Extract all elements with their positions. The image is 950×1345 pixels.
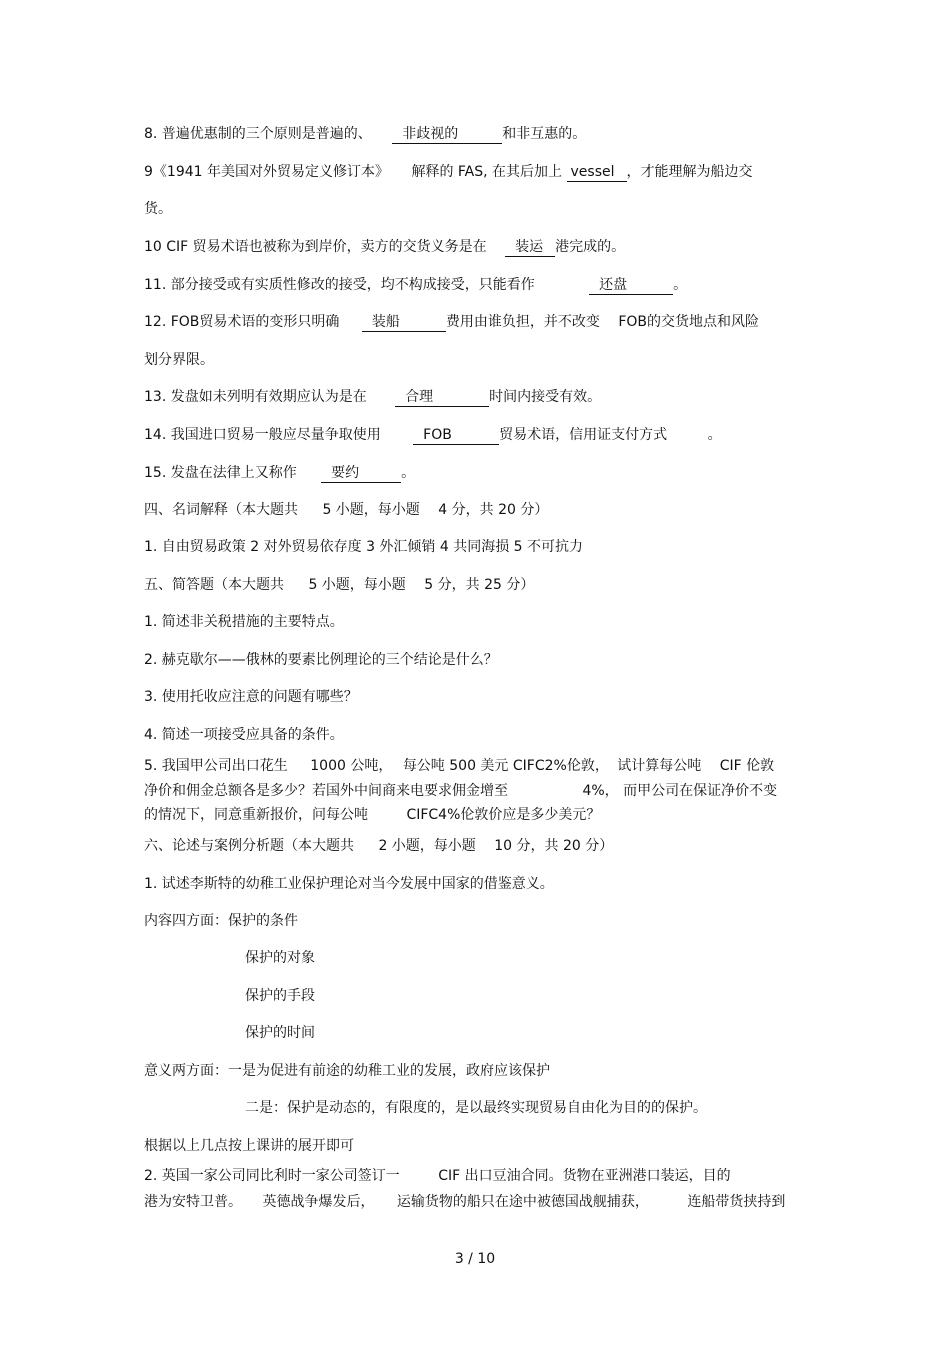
answer-note: 根据以上几点按上课讲的展开即可	[144, 1138, 354, 1154]
answer-blank: vessel	[567, 164, 627, 182]
page-number: 3 / 10	[454, 1251, 496, 1267]
question-9: 9《1941 年美国对外贸易定义修订本》 解释的 FAS, 在其后加上 vessel ，才能理解为船边交	[144, 164, 753, 180]
section-5-question-5-line-1: 5. 我国甲公司出口花生 1000 公吨， 每公吨 500 美元 CIFC2%伦敦， 试计算每公吨 CIF 伦敦	[144, 758, 775, 774]
section-5-question-3: 3. 使用托收应注意的问题有哪些？	[144, 689, 358, 705]
question-15: 15. 发盘在法律上又称作 要约 。	[144, 465, 416, 481]
section-5-question-4: 4. 简述一项接受应具备的条件。	[144, 727, 344, 743]
question-13: 13. 发盘如未列明有效期应认为是在 合理 时间内接受有效。	[144, 389, 602, 405]
answer-blank: 非歧视的	[392, 126, 502, 144]
section-6-question-1: 1. 试述李斯特的幼稚工业保护理论对当今发展中国家的借鉴意义。	[144, 876, 554, 892]
answer-blank: 合理	[395, 389, 489, 407]
answer-content-2: 保护的对象	[245, 950, 315, 966]
question-14: 14. 我国进口贸易一般应尽量争取使用 FOB 贸易术语，信用证支付方式 。	[144, 427, 722, 443]
question-12: 12. FOB贸易术语的变形只明确 装船 费用由谁负担，并不改变 FOB的交货地点和风险	[144, 314, 759, 330]
section-6-question-2-line-2: 港为安特卫普。 英德战争爆发后， 运输货物的船只在途中被德国战舰捕获， 连船带货挟持到	[144, 1194, 786, 1210]
answer-blank: 装船	[362, 314, 446, 332]
section-5-question-5-line-2: 净价和佣金总额各是多少？若国外中间商来电要求佣金增至 4%， 而甲公司在保证净价不变	[144, 783, 778, 799]
answer-meaning-1: 意义两方面：一是为促进有前途的幼稚工业的发展，政府应该保护	[144, 1063, 550, 1079]
answer-blank: 要约	[321, 465, 401, 483]
section-5-question-1: 1. 简述非关税措施的主要特点。	[144, 614, 344, 630]
question-8: 8. 普遍优惠制的三个原则是普遍的、 非歧视的 和非互惠的。	[144, 126, 587, 142]
section-5-heading: 五、简答题（本大题共 5 小题，每小题 5 分，共 25 分）	[144, 577, 535, 593]
question-12-continued: 划分界限。	[144, 352, 214, 368]
answer-content-1: 内容四方面：保护的条件	[144, 913, 298, 929]
section-5-question-5-line-3: 的情况下，同意重新报价，问每公吨 CIFC4%伦敦价应是多少美元？	[144, 807, 601, 823]
answer-meaning-2: 二是：保护是动态的，有限度的，是以最终实现贸易自由化为目的的保护。	[245, 1100, 707, 1116]
question-11: 11. 部分接受或有实质性修改的接受，均不构成接受，只能看作 还盘 。	[144, 277, 688, 293]
section-4-terms: 1. 自由贸易政策 2 对外贸易依存度 3 外汇倾销 4 共同海损 5 不可抗力	[144, 539, 584, 555]
answer-content-4: 保护的时间	[245, 1025, 315, 1041]
answer-blank: 装运	[505, 239, 555, 257]
answer-content-3: 保护的手段	[245, 988, 315, 1004]
section-4-heading: 四、名词解释（本大题共 5 小题，每小题 4 分，共 20 分）	[144, 502, 549, 518]
question-9-continued: 货。	[144, 201, 172, 217]
answer-blank: 还盘	[589, 277, 673, 295]
question-10: 10 CIF 贸易术语也被称为到岸价，卖方的交货义务是在 装运 港完成的。	[144, 239, 626, 255]
section-6-question-2-line-1: 2. 英国一家公司同比利时一家公司签订一 CIF 出口豆油合同。货物在亚洲港口装运，目的	[144, 1168, 731, 1184]
answer-blank: FOB	[413, 427, 499, 445]
section-6-heading: 六、论述与案例分析题（本大题共 2 小题，每小题 10 分，共 20 分）	[144, 838, 614, 854]
section-5-question-2: 2. 赫克歇尔——俄林的要素比例理论的三个结论是什么？	[144, 652, 498, 668]
